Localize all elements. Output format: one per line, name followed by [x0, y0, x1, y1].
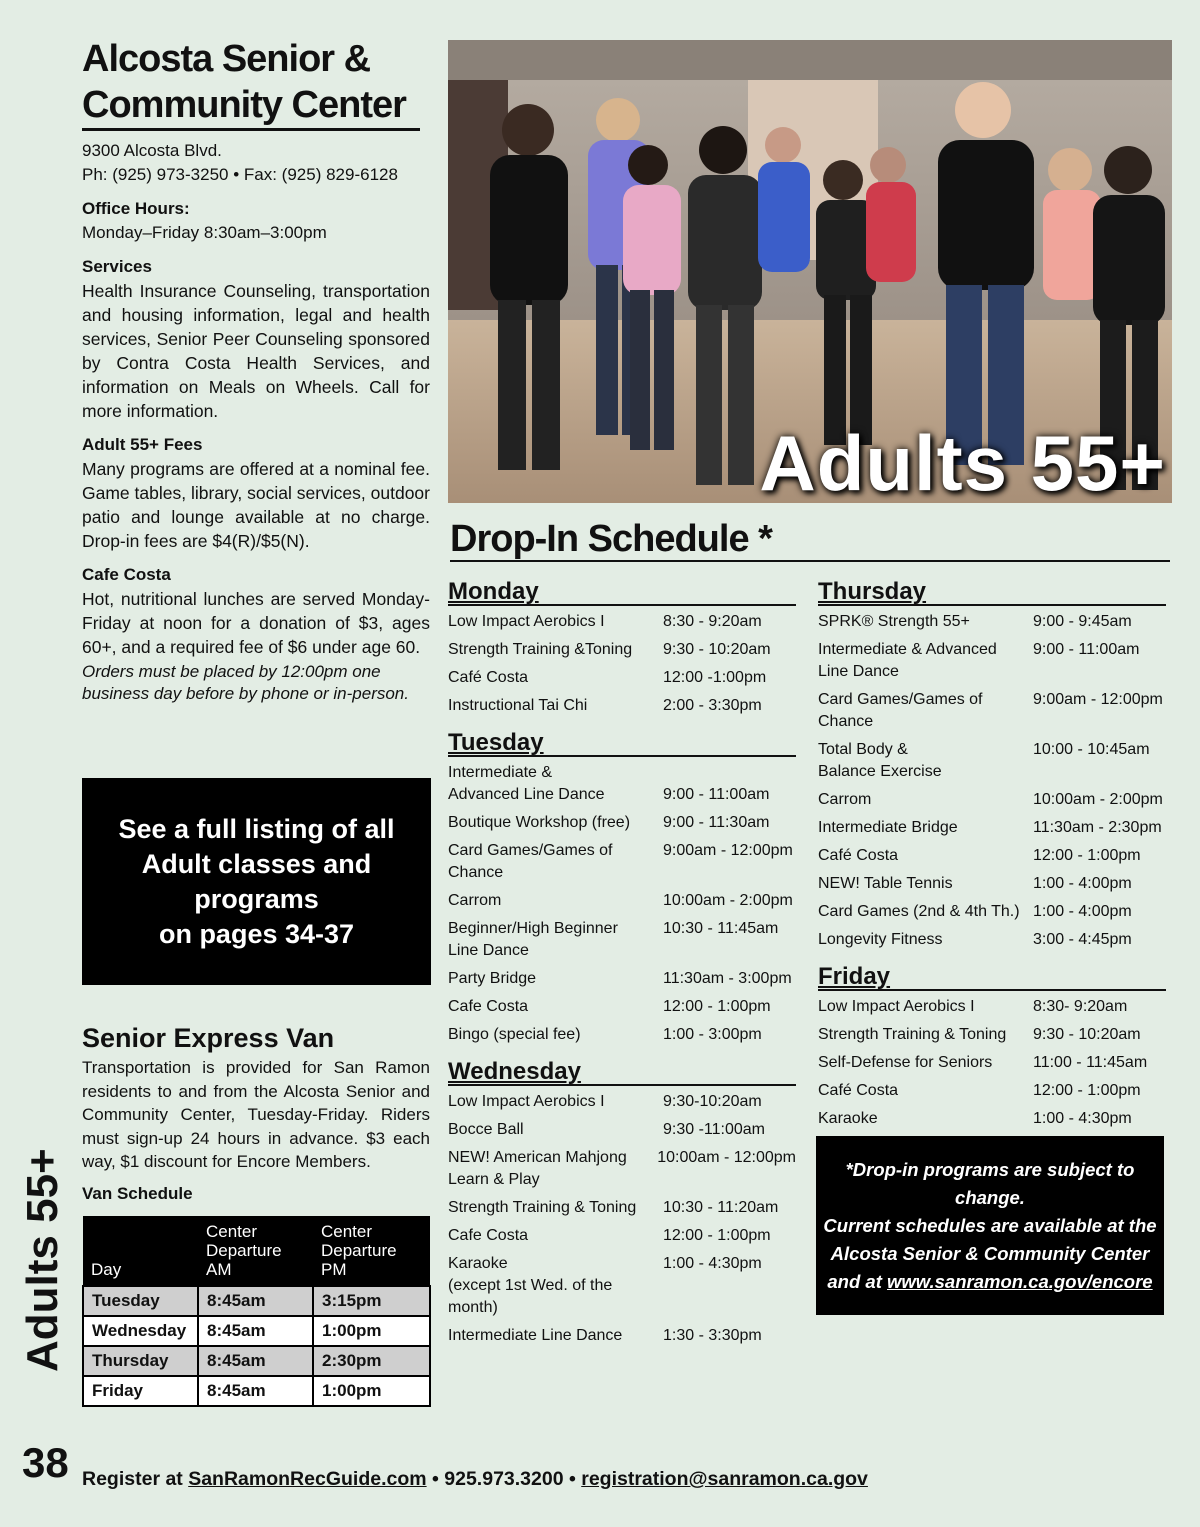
list-item	[818, 789, 1166, 811]
table-row	[83, 1316, 430, 1346]
list-item	[448, 1253, 796, 1319]
program-time: 10:30 - 11:45am	[663, 920, 779, 937]
note-line1: *Drop-in programs are subject to change.	[845, 1158, 1135, 1208]
program-time: 8:30 - 9:20am	[663, 613, 762, 630]
program-time: 12:00 - 1:00pm	[1033, 847, 1141, 864]
list-item	[818, 739, 1166, 783]
program-name: Bocce Ball	[448, 1121, 524, 1138]
list-item	[818, 996, 1166, 1018]
program-name: Strength Training &Toning	[448, 641, 633, 658]
list-item	[448, 1091, 796, 1113]
program-time: 9:00 - 11:00am	[663, 786, 770, 803]
list-item	[448, 1147, 796, 1191]
program-name: Café Costa	[448, 669, 529, 686]
day-heading: Wednesday	[448, 1060, 796, 1086]
van-am: 8:45am	[198, 1286, 313, 1316]
program-time: 1:00 - 3:00pm	[663, 1026, 762, 1043]
program-time: 11:00 - 11:45am	[1033, 1054, 1148, 1071]
program-time: 10:00am - 12:00pm	[657, 1149, 796, 1166]
registration-email-link[interactable]: registration@sanramon.ca.gov	[581, 1468, 868, 1490]
photo-title: Adults 55+	[759, 419, 1166, 503]
class-photo	[448, 40, 1172, 503]
van-pm: 1:00pm	[313, 1316, 430, 1346]
table-row	[83, 1346, 430, 1376]
program-time: 1:30 - 3:30pm	[663, 1327, 762, 1344]
program-time: 10:00 - 10:45am	[1033, 741, 1150, 758]
promo-line1: See a full listing of all	[118, 813, 395, 844]
van-heading: Senior Express Van	[82, 1023, 335, 1053]
list-item	[448, 611, 796, 633]
program-time: 10:00am - 2:00pm	[1033, 791, 1163, 808]
table-row	[83, 1286, 430, 1316]
program-name: Boutique Workshop (free)	[448, 814, 631, 831]
program-name: Instructional Tai Chi	[448, 697, 588, 714]
program-time: 8:30- 9:20am	[1033, 998, 1128, 1015]
program-name: Strength Training & Toning	[448, 1199, 637, 1216]
program-name: Low Impact Aerobics I	[818, 998, 975, 1015]
van-am: 8:45am	[198, 1316, 313, 1346]
program-name: Party Bridge	[448, 970, 537, 987]
program-name: Cafe Costa	[448, 1227, 529, 1244]
schedule-title: Drop-In Schedule *	[450, 518, 1170, 562]
list-item	[818, 1080, 1166, 1102]
program-time: 9:00 - 9:45am	[1033, 613, 1132, 630]
list-item	[448, 1119, 796, 1141]
schedule-column-right	[818, 580, 1166, 1136]
services-text: Health Insurance Counseling, transportation and housing information, legal and health services, Senior Peer Counseling sponsored by Contra Costa Health Services, and information on Meals on Wheels. Call for more information.	[82, 281, 430, 421]
program-name: Card Games/Games of Chance	[818, 691, 983, 730]
program-time: 1:00 - 4:30pm	[663, 1255, 762, 1272]
cafe-text: Hot, nutritional lunches are served Monday-Friday at noon for a donation of $3, ages 60+, and a required fee of $6 under age 60.	[82, 589, 430, 657]
program-time: 1:00 - 4:30pm	[1033, 1110, 1132, 1127]
footer-phone: 925.973.3200	[444, 1468, 564, 1490]
program-name: Strength Training & Toning	[818, 1026, 1007, 1043]
van-pm: 3:15pm	[313, 1286, 430, 1316]
program-name: NEW! American Mahjong Learn & Play	[448, 1149, 627, 1188]
program-time: 10:00am - 2:00pm	[663, 892, 793, 909]
program-time: 1:00 - 4:00pm	[1033, 875, 1132, 892]
list-item	[448, 1197, 796, 1219]
program-name: Café Costa	[818, 847, 899, 864]
senior-express-van	[82, 1020, 430, 1214]
footer-separator: •	[563, 1468, 582, 1490]
van-pm: 2:30pm	[313, 1346, 430, 1376]
program-name: Card Games/Games of Chance	[448, 842, 613, 881]
schedule-column-left	[448, 580, 796, 1353]
services-heading: Services	[82, 257, 152, 276]
center-title-line2: Community Center	[82, 82, 420, 131]
center-title	[82, 36, 430, 139]
program-time: 2:00 - 3:30pm	[663, 697, 762, 714]
classes-promo-box	[82, 778, 431, 985]
list-item	[448, 840, 796, 884]
list-item	[818, 1108, 1166, 1130]
van-text: Transportation is provided for San Ramon residents to and from the Alcosta Senior and Community Center, Tuesday-Friday. Riders must sign-up 24 hours in advance. $3 each way, $1 discount for Encore Members.	[82, 1058, 430, 1171]
van-col-day: Day	[83, 1216, 198, 1286]
list-item	[818, 611, 1166, 633]
day-thursday	[818, 580, 1166, 951]
van-day: Thursday	[83, 1346, 198, 1376]
day-heading: Monday	[448, 580, 796, 606]
page-number: 38	[22, 1439, 69, 1486]
program-time: 9:00am - 12:00pm	[1033, 691, 1163, 708]
day-heading: Thursday	[818, 580, 1166, 606]
program-time: 9:30 - 10:20am	[1033, 1026, 1141, 1043]
program-name: Intermediate Line Dance	[448, 1327, 623, 1344]
note-line3: Alcosta Senior & Community Center	[830, 1242, 1150, 1264]
van-col-am: Center Departure AM	[198, 1216, 313, 1286]
note-line4	[816, 1268, 1164, 1296]
day-heading: Tuesday	[448, 731, 796, 757]
van-col-pm: Center Departure PM	[313, 1216, 430, 1286]
van-table-header	[83, 1216, 430, 1286]
note-line4-prefix: and at	[827, 1270, 887, 1292]
van-am: 8:45am	[198, 1376, 313, 1406]
center-address: 9300 Alcosta Blvd.	[82, 141, 222, 160]
program-name: Total Body & Balance Exercise	[818, 741, 942, 780]
table-row	[83, 1376, 430, 1406]
program-time: 9:30 - 10:20am	[663, 641, 771, 658]
van-am: 8:45am	[198, 1346, 313, 1376]
day-tuesday	[448, 731, 796, 1046]
office-hours-heading: Office Hours:	[82, 199, 190, 218]
van-day: Tuesday	[83, 1286, 198, 1316]
program-time: 12:00 -1:00pm	[663, 669, 767, 686]
program-name: Café Costa	[818, 1082, 899, 1099]
promo-line2: Adult classes and programs	[141, 848, 372, 914]
program-time: 12:00 - 1:00pm	[663, 998, 771, 1015]
program-name: Cafe Costa	[448, 998, 529, 1015]
program-time: 9:30 -11:00am	[663, 1121, 765, 1138]
program-name: Karaoke (except 1st Wed. of the month)	[448, 1255, 613, 1316]
list-item	[448, 812, 796, 834]
fees-text: Many programs are offered at a nominal fee. Game tables, library, social services, outdoor patio and lounge available at no charge. Drop-in fees are $4(R)/$5(N).	[82, 459, 430, 551]
day-friday	[818, 965, 1166, 1130]
van-day: Wednesday	[83, 1316, 198, 1346]
list-item	[818, 873, 1166, 895]
note-line2: Current schedules are available at the	[823, 1214, 1157, 1236]
program-name: Beginner/High Beginner Line Dance	[448, 920, 618, 959]
list-item	[448, 1325, 796, 1347]
day-heading: Friday	[818, 965, 1166, 991]
footer	[82, 1466, 868, 1492]
program-time: 11:30am - 2:30pm	[1033, 819, 1162, 836]
program-time: 3:00 - 4:45pm	[1033, 931, 1132, 948]
program-name: Low Impact Aerobics I	[448, 1093, 605, 1110]
program-name: Bingo (special fee)	[448, 1026, 581, 1043]
program-name: Self-Defense for Seniors	[818, 1054, 993, 1071]
office-hours: Monday–Friday 8:30am–3:00pm	[82, 223, 327, 242]
van-schedule-heading: Van Schedule	[82, 1183, 193, 1203]
program-time: 10:30 - 11:20am	[663, 1199, 779, 1216]
program-name: Carrom	[448, 892, 502, 909]
center-info	[82, 36, 430, 705]
program-time: 9:00 - 11:00am	[1033, 641, 1140, 658]
program-time: 9:00am - 12:00pm	[663, 842, 793, 859]
program-time: 12:00 - 1:00pm	[663, 1227, 771, 1244]
program-name: Intermediate & Advanced Line Dance	[818, 641, 997, 680]
van-pm: 1:00pm	[313, 1376, 430, 1406]
cafe-note: Orders must be placed by 12:00pm one business day before by phone or in-person.	[82, 662, 409, 703]
list-item	[448, 1024, 796, 1046]
program-name: Card Games (2nd & 4th Th.)	[818, 903, 1020, 920]
day-monday	[448, 580, 796, 717]
center-phone-fax: Ph: (925) 973-3250 • Fax: (925) 829-6128	[82, 165, 398, 184]
program-time: 12:00 - 1:00pm	[1033, 1082, 1141, 1099]
list-item	[818, 689, 1166, 733]
van-day: Friday	[83, 1376, 198, 1406]
encore-link[interactable]: www.sanramon.ca.gov/encore	[887, 1270, 1153, 1292]
program-name: Intermediate Bridge	[818, 819, 958, 836]
list-item	[818, 817, 1166, 839]
program-time: 1:00 - 4:00pm	[1033, 903, 1132, 920]
program-name: Longevity Fitness	[818, 931, 943, 948]
cafe-heading: Cafe Costa	[82, 565, 171, 584]
drop-in-note-box	[816, 1136, 1164, 1315]
list-item	[448, 695, 796, 717]
list-item	[818, 1052, 1166, 1074]
list-item	[448, 996, 796, 1018]
rec-guide-link[interactable]: SanRamonRecGuide.com	[188, 1468, 427, 1490]
center-title-line1: Alcosta Senior &	[82, 38, 371, 80]
register-prefix: Register at	[82, 1468, 189, 1490]
promo-line3: on pages 34-37	[158, 918, 355, 949]
program-time: 9:30-10:20am	[663, 1093, 762, 1110]
list-item	[448, 968, 796, 990]
program-name: Carrom	[818, 791, 872, 808]
footer-separator: •	[426, 1468, 445, 1490]
fees-heading: Adult 55+ Fees	[82, 435, 203, 454]
list-item	[818, 1024, 1166, 1046]
day-wednesday	[448, 1060, 796, 1347]
list-item	[448, 918, 796, 962]
list-item	[818, 901, 1166, 923]
list-item	[448, 1225, 796, 1247]
list-item	[448, 639, 796, 661]
program-name: NEW! Table Tennis	[818, 875, 953, 892]
program-name: Intermediate & Advanced Line Dance	[448, 764, 605, 803]
list-item	[818, 929, 1166, 951]
program-name: SPRK® Strength 55+	[818, 613, 970, 630]
list-item	[818, 639, 1166, 683]
van-schedule-table	[82, 1216, 431, 1407]
list-item	[448, 667, 796, 689]
list-item	[448, 890, 796, 912]
list-item	[818, 845, 1166, 867]
program-name: Karaoke	[818, 1110, 878, 1127]
program-name: Low Impact Aerobics I	[448, 613, 605, 630]
program-time: 11:30am - 3:00pm	[663, 970, 792, 987]
program-time: 9:00 - 11:30am	[663, 814, 770, 831]
list-item	[448, 762, 796, 806]
section-side-tab: Adults 55+	[18, 1148, 67, 1372]
